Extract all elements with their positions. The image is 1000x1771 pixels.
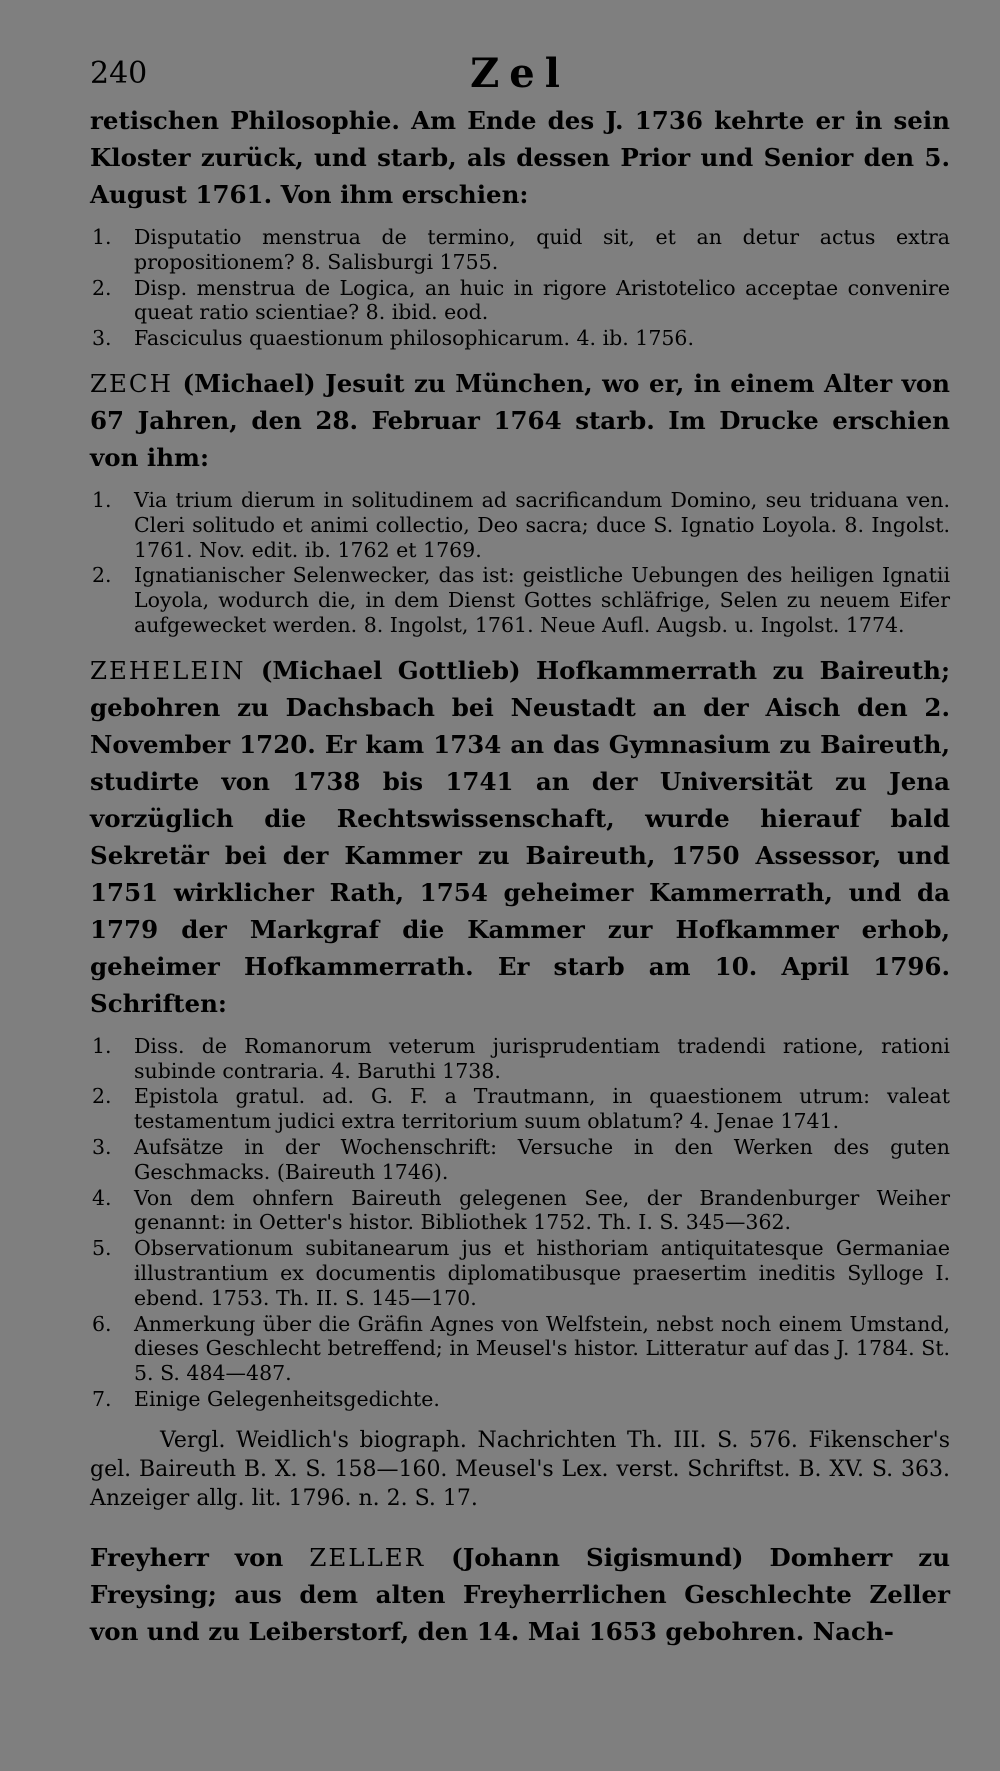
references: Vergl. Weidlich's biograph. Nachrichten Th. III. S. 576. Fikenscher's gel. Baireuth B. X. S. 158—160. Meusel's Lex. verst. Schriftst. B. XV. S. 363. Anzeiger allg. lit. 1796. n. 2. S. 17.: [90, 1427, 950, 1511]
works-list: [90, 1034, 950, 1412]
work-item: [90, 488, 950, 562]
work-number: 2.: [92, 563, 112, 588]
entry-zapf-continuation: [90, 102, 950, 351]
work-text: Via trium dierum in solitudinem ad sacrificandum Domino, seu triduana ven. Cleri solitudo et animi collectio, Deo sacra; duce S. Ignatio Loyola. 8. Ingolst. 1761. Nov. edit. ib. 1762 et 1769.: [134, 487, 950, 562]
entry-zeller: [90, 1539, 950, 1650]
work-text: Epistola gratul. ad. G. F. a Trautmann, in quaestionem utrum: valeat testamentum judici extra territorium suum oblatum? 4. Jenae 1741.: [134, 1084, 950, 1134]
work-number: 1.: [92, 1033, 112, 1058]
running-head: Zel: [470, 50, 570, 97]
work-number: 1.: [92, 225, 112, 249]
works-list: [90, 488, 950, 638]
entry-text: [90, 1539, 950, 1650]
work-text: Einige Gelegenheitsgedichte.: [134, 1386, 440, 1411]
work-number: 1.: [92, 487, 112, 512]
entry-name: ZEHELEIN: [90, 655, 246, 685]
entry-text: retischen Philosophie. Am Ende des J. 1736 kehrte er in sein Kloster zurück, und starb, als dessen Prior und Senior den 5. August 1761. Von ihm erschien:: [90, 106, 950, 209]
entry-body: (Michael) Jesuit zu München, wo er, in einem Alter von 67 Jahren, den 28. Februar 1764 starb. Im Drucke erschien von ihm:: [90, 368, 950, 472]
entry-prefix: Freyherr von: [90, 1542, 284, 1572]
works-list: [90, 225, 950, 351]
entry-text: [90, 365, 950, 476]
work-text: Disputatio menstrua de termino, quid sit, et an detur actus extra propositionem? 8. Salisburgi 1755.: [134, 225, 950, 274]
entry-text: [90, 652, 950, 1022]
entry-name: ZECH: [90, 368, 174, 398]
work-item: [90, 1084, 950, 1134]
work-text: Diss. de Romanorum veterum jurisprudentiam tradendi ratione, rationi subinde contraria. 4. Baruthi 1738.: [134, 1033, 950, 1083]
page-header: [90, 50, 950, 97]
work-text: Fasciculus quaestionum philosophicarum. 4. ib. 1756.: [134, 326, 694, 351]
work-item: [90, 1034, 950, 1084]
work-item: [90, 276, 950, 326]
work-text: Ignatianischer Selenwecker, das ist: geistliche Uebungen des heiligen Ignatii Loyola, wodurch die, in dem Dienst Gottes schläfrige, Selen zu neuem Eifer aufgewecket werden. 8. Ingolst, 1761. Neue Aufl. Augsb. u. Ingolst. 1774.: [134, 563, 950, 637]
work-number: 6.: [92, 1311, 112, 1336]
work-text: Anmerkung über die Gräfin Agnes von Welfstein, nebst noch einem Umstand, dieses Geschlecht betreffend; in Meusel's histor. Litteratur auf das J. 1784. St. 5. S. 484—487.: [134, 1311, 950, 1386]
work-text: Aufsätze in der Wochenschrift: Versuche in den Werken des guten Geschmacks. (Baireuth 1746).: [134, 1134, 950, 1184]
work-text: Von dem ohnfern Baireuth gelegenen See, der Brandenburger Weiher genannt: in Oetter's histor. Bibliothek 1752. Th. I. S. 345—362.: [134, 1185, 950, 1235]
entry-body: (Michael Gottlieb) Hofkammerrath zu Baireuth; gebohren zu Dachsbach bei Neustadt an der Aisch den 2. November 1720. Er kam 1734 an das Gymnasium zu Baireuth, studirte von 1738 bis 1741 an der Universität zu Jena vorzüglich die Rechtswissenschaft, wurde hierauf bald Sekretär bei der Kammer zu Baireuth, 1750 Assessor, und 1751 wirklicher Rath, 1754 geheimer Kammerrath, und da 1779 der Markgraf die Kammer zur Hofkammer erhob, geheimer Hofkammerrath. Er starb am 10. April 1796. Schriften:: [90, 655, 950, 1018]
work-item: [90, 1135, 950, 1185]
work-item: [90, 1312, 950, 1386]
entry-zehelein: [90, 652, 950, 1513]
entry-zech: [90, 365, 950, 638]
work-number: 2.: [92, 1084, 112, 1109]
work-item: [90, 1186, 950, 1236]
page-body: [90, 100, 950, 1650]
work-item: [90, 563, 950, 637]
entry-body: (Johann Sigismund) Domherr zu Freysing; aus dem alten Freyherrlichen Geschlechte Zeller von und zu Leiberstorf, den 14. Mai 1653 gebohren. Nach-: [90, 1542, 951, 1646]
work-item: [90, 326, 950, 351]
work-number: 4.: [92, 1185, 112, 1210]
work-text: Observationum subitanearum jus et histhoriam antiquitatesque Germaniae illustrantium ex documentis diplomatibusque praesertim ineditis Sylloge I. ebend. 1753. Th. II. S. 145—170.: [134, 1236, 950, 1310]
page-number: 240: [90, 56, 148, 91]
work-number: 3.: [92, 1134, 112, 1159]
work-number: 3.: [92, 326, 112, 351]
work-item: [90, 1387, 950, 1412]
entry-name: ZELLER: [309, 1542, 426, 1572]
work-number: 7.: [92, 1386, 112, 1411]
work-number: 5.: [92, 1236, 112, 1261]
work-item: [90, 1236, 950, 1310]
work-item: [90, 225, 950, 275]
work-text: Disp. menstrua de Logica, an huic in rigore Aristotelico acceptae convenire queat ratio scientiae? 8. ibid. eod.: [134, 275, 950, 325]
work-number: 2.: [92, 275, 112, 300]
